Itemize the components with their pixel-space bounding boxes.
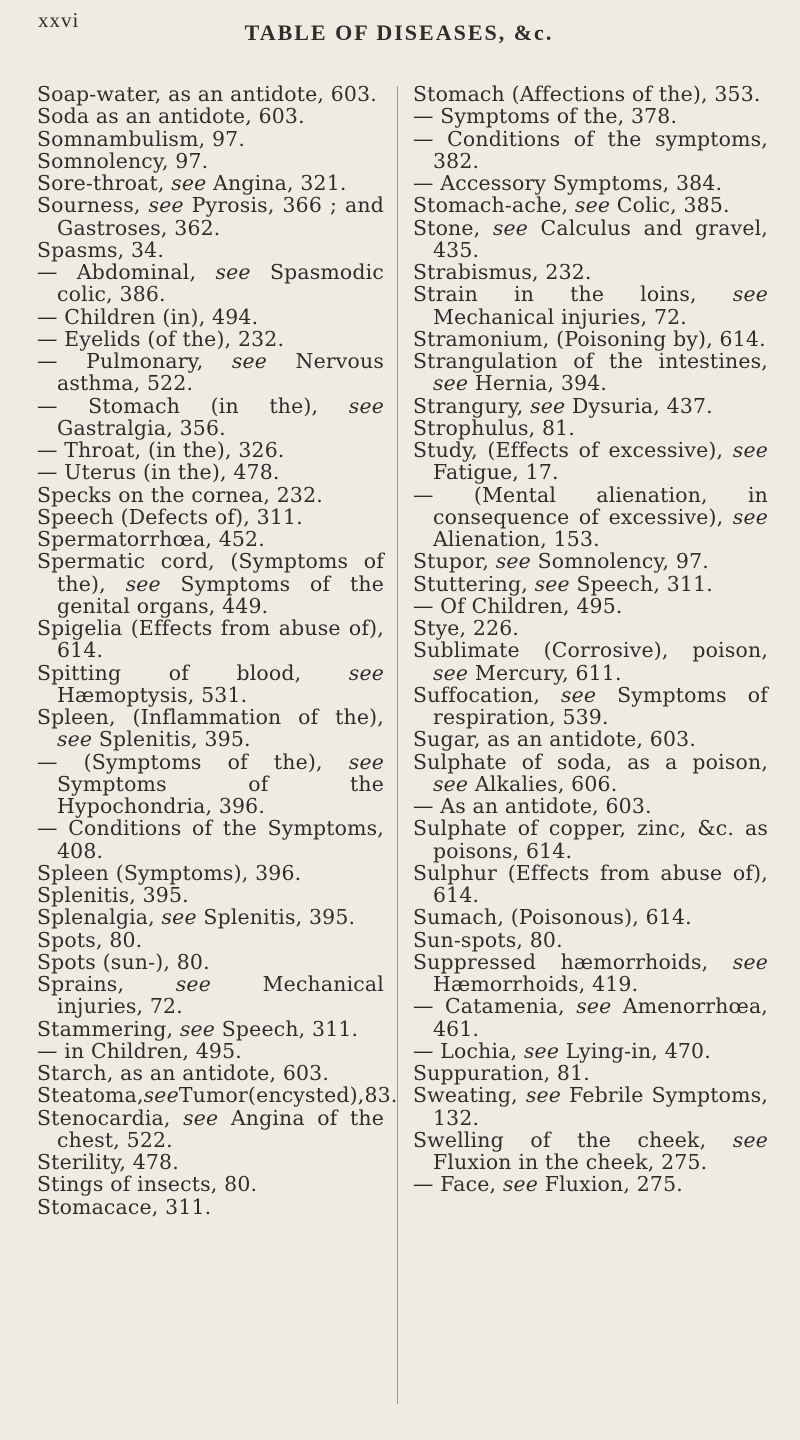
index-entry xyxy=(37,906,384,928)
index-entry xyxy=(37,461,384,483)
entry-text: Study, (Effects of excessive), xyxy=(413,438,733,462)
index-entry xyxy=(413,1040,768,1062)
entry-text: Sulphur (Effects from abuse of), 614. xyxy=(413,860,768,907)
entry-text: Sterility, 478. xyxy=(37,1150,179,1174)
see-reference: see xyxy=(348,749,384,774)
see-reference: see xyxy=(732,504,768,529)
see-reference: see xyxy=(231,349,268,373)
entry-target: Fluxion, 275. xyxy=(538,1172,683,1197)
see-reference: see xyxy=(560,682,597,707)
see-reference: see xyxy=(523,1038,560,1063)
entry-text: Specks on the cornea, 232. xyxy=(37,482,323,507)
index-entry xyxy=(37,817,384,862)
entry-target: Gastralgia, 356. xyxy=(57,415,226,440)
entry-target: Spasmodic colic, 386. xyxy=(57,260,385,307)
index-entry xyxy=(37,239,384,261)
index-entry xyxy=(37,439,384,461)
index-entry xyxy=(413,906,768,928)
entry-text: — Of Children, 495. xyxy=(413,593,623,618)
entry-text: Suffocation, xyxy=(413,682,561,707)
index-entry xyxy=(413,439,768,484)
entry-text: — Face, xyxy=(413,1172,503,1197)
entry-text: — Throat, (in the), 326. xyxy=(37,438,285,462)
index-entry xyxy=(37,172,384,194)
entry-target: Tumor(encysted),83. xyxy=(178,1083,398,1108)
entry-text: — Pulmonary, xyxy=(37,349,232,373)
entry-target: Symptoms of respiration, 539. xyxy=(433,682,768,729)
entry-text: Strabismus, 232. xyxy=(413,260,592,284)
index-entry xyxy=(37,706,384,751)
index-entry xyxy=(37,751,384,818)
see-reference: see xyxy=(175,972,211,996)
entry-target: Dysuria, 437. xyxy=(565,393,713,418)
entry-text: Strain in the loins, xyxy=(413,282,733,307)
see-reference: see xyxy=(732,438,768,462)
index-entry xyxy=(37,105,384,127)
entry-target: Alienation, 153. xyxy=(433,527,600,551)
entry-target: Alkalies, 606. xyxy=(468,771,618,796)
index-entry xyxy=(413,795,768,817)
see-reference: see xyxy=(57,727,93,752)
page-header xyxy=(38,8,760,48)
index-entry xyxy=(37,328,384,350)
see-reference: see xyxy=(732,949,768,974)
see-reference: see xyxy=(348,393,384,418)
page-number: xxvi xyxy=(38,8,80,32)
entry-target: Fatigue, 17. xyxy=(433,460,559,485)
entry-text: Strangury, xyxy=(413,393,531,418)
entry-text: Swelling of the cheek, xyxy=(413,1127,733,1152)
index-entry xyxy=(37,1018,384,1040)
see-reference: see xyxy=(433,660,469,685)
index-entry xyxy=(37,395,384,440)
entry-text: Steatoma, xyxy=(37,1083,144,1108)
entry-text: Stye, 226. xyxy=(413,616,520,640)
column-divider xyxy=(397,86,398,1404)
entry-text: — (Mental alienation, in consequence of excessive), xyxy=(413,482,768,529)
see-reference: see xyxy=(525,1083,562,1108)
index-entry xyxy=(413,951,768,996)
entry-target: Symptoms of the genital organs, 449. xyxy=(57,571,385,618)
index-entry xyxy=(37,528,384,550)
index-entry xyxy=(413,929,768,951)
index-entry xyxy=(37,1107,384,1152)
entry-text: Sun-spots, 80. xyxy=(413,927,563,952)
index-entry xyxy=(37,484,384,506)
entry-text: Sugar, as an antidote, 603. xyxy=(413,727,697,752)
entry-target: Somnolency, 97. xyxy=(530,549,709,574)
index-entry xyxy=(37,306,384,328)
entry-text: — Eyelids (of the), 232. xyxy=(37,326,285,351)
entry-target: Angina of the chest, 522. xyxy=(57,1105,384,1152)
index-entry xyxy=(37,1173,384,1195)
entry-text: Sulphate of soda, as a poison, xyxy=(413,749,768,774)
see-reference: see xyxy=(433,371,469,396)
entry-text: Stomacace, 311. xyxy=(37,1194,212,1219)
index-entry xyxy=(37,1196,384,1218)
index-entry xyxy=(37,350,384,395)
entry-target: Angina, 321. xyxy=(206,171,347,195)
entry-text: Spitting of blood, xyxy=(37,660,349,685)
entry-text: Stomach (Affections of the), 353. xyxy=(413,82,761,106)
entry-text: Splenalgia, xyxy=(37,905,162,930)
entry-target: Calculus and gravel, 435. xyxy=(433,215,768,262)
see-reference: see xyxy=(732,282,768,307)
entry-text: Somnambulism, 97. xyxy=(37,126,246,151)
index-column-left xyxy=(37,82,398,1219)
entry-text: Spigelia (Effects from abuse of), 614. xyxy=(37,616,384,663)
entry-text: — Abdominal, xyxy=(37,260,216,284)
see-reference: see xyxy=(161,905,197,930)
entry-target: Pyrosis, 366 ; and Gastroses, 362. xyxy=(57,193,384,240)
index-entry xyxy=(37,884,384,906)
entry-text: Spleen (Symptoms), 396. xyxy=(37,860,302,885)
index-entry xyxy=(37,506,384,528)
index-entry xyxy=(37,973,384,1018)
entry-text: Sprains, xyxy=(37,972,176,996)
index-entry xyxy=(413,395,768,417)
see-reference: see xyxy=(125,571,161,596)
index-column-right xyxy=(413,83,768,1196)
entry-text: Speech (Defects of), 311. xyxy=(37,504,303,529)
entry-text: Stone, xyxy=(413,215,493,240)
index-entry xyxy=(37,862,384,884)
entry-text: — Symptoms of the, 378. xyxy=(413,104,678,129)
index-entry xyxy=(413,1129,768,1174)
entry-text: Suppressed hæmorrhoids, xyxy=(413,949,733,974)
entry-target: Fluxion in the cheek, 275. xyxy=(433,1150,708,1174)
entry-text: Sweating, xyxy=(413,1083,526,1108)
see-reference: see xyxy=(148,193,184,218)
entry-text: Spots, 80. xyxy=(37,927,143,952)
index-entry xyxy=(37,662,384,707)
index-entry xyxy=(37,929,384,951)
entry-text: — As an antidote, 603. xyxy=(413,794,652,818)
entry-target: Colic, 385. xyxy=(610,193,730,218)
index-entry xyxy=(413,684,768,729)
entry-text: — Conditions of the symptoms, 382. xyxy=(413,126,768,173)
index-entry xyxy=(413,105,768,127)
entry-text: Stomach-ache, xyxy=(413,193,575,218)
see-reference: see xyxy=(574,193,611,218)
entry-text: Soap-water, as an antidote, 603. xyxy=(37,82,377,106)
see-reference: see xyxy=(215,260,251,284)
see-reference: see xyxy=(576,994,612,1019)
index-entry xyxy=(413,128,768,173)
index-entry xyxy=(413,751,768,796)
entry-text: Stings of insects, 80. xyxy=(37,1172,258,1197)
entry-text: Sublimate (Corrosive), poison, xyxy=(413,638,768,663)
index-entry xyxy=(413,417,768,439)
entry-target: Mechanical injuries, 72. xyxy=(57,972,385,1019)
index-entry xyxy=(413,217,768,262)
see-reference: see xyxy=(534,571,570,596)
index-entry xyxy=(37,1151,384,1173)
index-entry xyxy=(413,83,768,105)
entry-text: Stramonium, (Poisoning by), 614. xyxy=(413,326,766,351)
entry-target: Febrile Symptoms, 132. xyxy=(433,1083,768,1130)
entry-text: — Children (in), 494. xyxy=(37,304,259,329)
index-entry xyxy=(37,951,384,973)
entry-text: Somnolency, 97. xyxy=(37,148,209,173)
entry-target: Speech, 311. xyxy=(215,1016,359,1041)
see-reference: see xyxy=(732,1127,768,1152)
index-entry xyxy=(413,172,768,194)
entry-text: Starch, as an antidote, 603. xyxy=(37,1061,330,1085)
entry-target: Mercury, 611. xyxy=(468,660,622,685)
entry-text: — Uterus (in the), 478. xyxy=(37,460,280,485)
entry-text: Stammering, xyxy=(37,1016,180,1041)
entry-text: Strangulation of the intestines, xyxy=(413,349,768,373)
entry-text: Spermatic cord, (Symptoms of the), xyxy=(37,549,384,596)
entry-target: Hæmoptysis, 531. xyxy=(57,682,248,707)
entry-text: Sulphate of copper, zinc, &c. as poisons, 614. xyxy=(413,816,768,863)
entry-target: Splenitis, 395. xyxy=(92,727,251,752)
entry-text: Sumach, (Poisonous), 614. xyxy=(413,905,692,930)
entry-text: Spleen, (Inflammation of the), xyxy=(37,705,384,729)
index-entry xyxy=(37,617,384,662)
index-entry xyxy=(413,1062,768,1084)
index-entry xyxy=(413,617,768,639)
index-entry xyxy=(413,817,768,862)
index-entry xyxy=(413,484,768,551)
index-entry xyxy=(413,1173,768,1195)
index-entry xyxy=(413,862,768,907)
see-reference: see xyxy=(179,1016,216,1041)
index-entry xyxy=(413,550,768,572)
entry-text: — in Children, 495. xyxy=(37,1038,242,1063)
index-entry xyxy=(37,550,384,617)
index-entry xyxy=(37,261,384,306)
entry-text: Stuttering, xyxy=(413,571,535,596)
entry-text: Spots (sun-), 80. xyxy=(37,949,210,974)
index-entry xyxy=(37,83,384,105)
entry-target: Splenitis, 395. xyxy=(196,905,356,930)
entry-target: Amenorrhœa, 461. xyxy=(433,994,768,1041)
entry-target: Lying-in, 470. xyxy=(559,1038,711,1063)
see-reference: see xyxy=(492,215,529,240)
entry-text: — Lochia, xyxy=(413,1038,524,1063)
entry-text: Spermatorrhœa, 452. xyxy=(37,527,265,551)
index-entry xyxy=(37,1040,384,1062)
entry-target: Nervous asthma, 522. xyxy=(57,349,384,396)
entry-target: Symptoms of the Hypochondria, 396. xyxy=(57,771,384,818)
see-reference: see xyxy=(348,660,384,685)
entry-text: — Accessory Symptoms, 384. xyxy=(413,171,723,195)
index-entry xyxy=(413,261,768,283)
entry-text: — Conditions of the Symptoms, 408. xyxy=(37,816,384,863)
index-entry xyxy=(413,328,768,350)
see-reference: see xyxy=(530,393,566,418)
entry-text: Sore-throat, xyxy=(37,171,172,195)
entry-text: Suppuration, 81. xyxy=(413,1061,590,1085)
index-entry xyxy=(413,194,768,216)
index-entry xyxy=(413,573,768,595)
entry-target: Mechanical injuries, 72. xyxy=(433,304,687,329)
entry-text: Stupor, xyxy=(413,549,496,574)
index-entry xyxy=(413,728,768,750)
entry-text: Soda as an antidote, 603. xyxy=(37,104,305,129)
entry-text: — (Symptoms of the), xyxy=(37,749,349,774)
index-entry xyxy=(413,995,768,1040)
running-title: TABLE OF DISEASES, &c. xyxy=(244,20,554,45)
index-entry xyxy=(37,1062,384,1084)
index-entry xyxy=(37,128,384,150)
entry-target: Speech, 311. xyxy=(569,571,713,596)
index-entry xyxy=(413,283,768,328)
entry-text: Stenocardia, xyxy=(37,1105,184,1130)
entry-text: — Catamenia, xyxy=(413,994,577,1019)
entry-text: Sourness, xyxy=(37,193,149,218)
index-entry xyxy=(413,1084,768,1129)
entry-text: — Stomach (in the), xyxy=(37,393,349,418)
see-reference: see xyxy=(171,171,207,195)
see-reference: see xyxy=(143,1083,179,1108)
index-entry xyxy=(37,194,384,239)
see-reference: see xyxy=(502,1172,539,1197)
index-entry xyxy=(413,350,768,395)
see-reference: see xyxy=(433,771,469,796)
entry-target: Hernia, 394. xyxy=(468,371,608,396)
see-reference: see xyxy=(495,549,531,574)
entry-text: Splenitis, 395. xyxy=(37,883,189,907)
entry-text: Spasms, 34. xyxy=(37,237,165,262)
see-reference: see xyxy=(183,1105,219,1130)
index-entry xyxy=(37,150,384,172)
index-entry xyxy=(413,639,768,684)
index-entry xyxy=(37,1083,398,1108)
entry-target: Hæmorrhoids, 419. xyxy=(433,972,639,996)
entry-text: Strophulus, 81. xyxy=(413,415,576,440)
index-entry xyxy=(413,595,768,617)
